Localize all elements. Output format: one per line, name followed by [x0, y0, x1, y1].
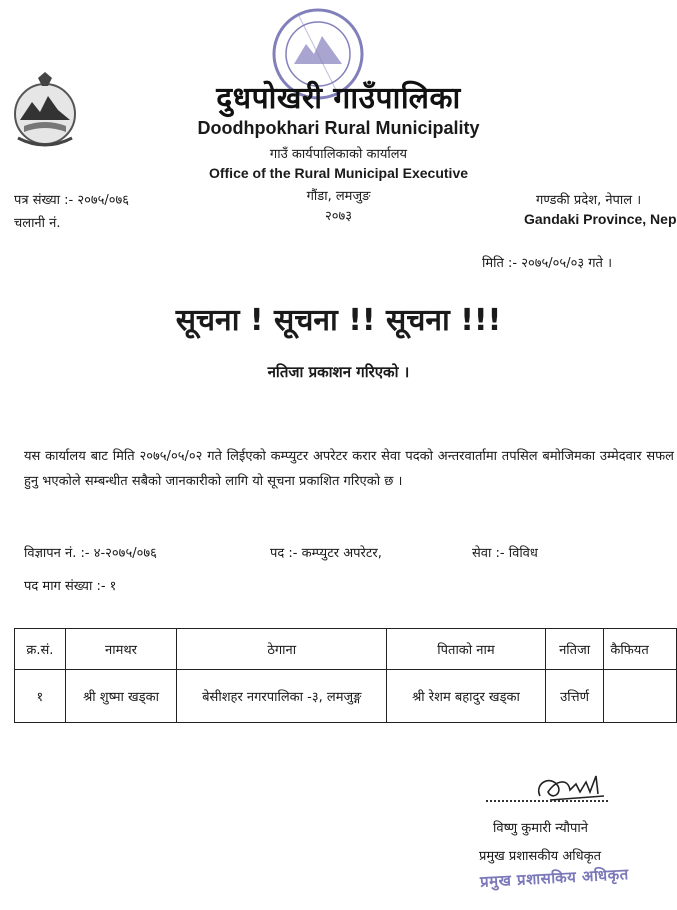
result-table: [14, 628, 677, 723]
municipality-title-en: Doodhpokhari Rural Municipality: [197, 118, 480, 138]
notice-subheading: नतिजा प्रकाशन गरिएको ।: [267, 363, 410, 381]
advertisement-number: विज्ञापन नं. :- ४-२०७५/०७६: [24, 546, 157, 561]
table-header-row: [15, 629, 677, 670]
signatory-name: विष्णु कुमारी न्यौपाने: [493, 821, 588, 836]
cell-father-name: श्री रेशम बहादुर खड्का: [387, 670, 546, 723]
cell-name: श्री शुष्मा खड्का: [65, 670, 177, 723]
cell-serial: १: [15, 670, 66, 723]
dispatch-number: चलानी नं.: [14, 216, 61, 231]
official-stamp: प्रमुख प्रशासकिय अधिकृत: [479, 865, 630, 891]
header-father-name: पिताको नाम: [387, 629, 546, 670]
office-name-en: Office of the Rural Municipal Executive: [208, 165, 469, 181]
office-address: गौंडा, लमजुङ: [306, 189, 371, 204]
post-name: पद :- कम्प्युटर अपरेटर,: [270, 546, 382, 561]
municipality-title-np: दुधपोखरी गाउँपालिका: [216, 81, 461, 116]
letter-number: पत्र संख्या :- २०७५/०७६: [14, 193, 130, 208]
demand-count: पद माग संख्या :- १: [24, 579, 117, 594]
signature-line: [486, 800, 608, 802]
cell-result: उत्तिर्ण: [545, 670, 604, 723]
cell-address: बेसीशहर नगरपालिका -३, लमजुङ्ग: [177, 670, 387, 723]
notice-body: यस कार्यालय बाट मिति २०७५/०५/०२ गते लिईएको कम्प्युटर अपरेटर करार सेवा पदको अन्तरवार्तामा तपसिल बमोजिमका उम्मेदवार सफल हुनु भएकोले सम्बन्धीत सबैको जानकारीको लागि यो सूचना प्रकाशित गरिएको छ ।: [24, 449, 674, 489]
table-row: [15, 670, 677, 723]
province-en: Gandaki Province, Nep: [524, 211, 677, 227]
notice-heading: सूचना ! सूचना !! सूचना !!!: [175, 303, 502, 338]
header-remarks: कैफियत: [604, 629, 677, 670]
letter-date: मिति :- २०७५/०५/०३ गते ।: [482, 256, 613, 271]
office-name-np: गाउँ कार्यपालिकाको कार्यालय: [269, 147, 408, 162]
header-serial: क्र.सं.: [15, 629, 66, 670]
header-result: नतिजा: [545, 629, 604, 670]
signatory-post: प्रमुख प्रशासकीय अधिकृत: [479, 849, 602, 864]
header-address: ठेगाना: [177, 629, 387, 670]
establishment-year: २०७३: [324, 209, 353, 224]
province-np: गण्डकी प्रदेश, नेपाल ।: [536, 193, 642, 208]
service-type: सेवा :- विविध: [472, 546, 538, 561]
cell-remarks: [604, 670, 677, 723]
header-name: नामथर: [65, 629, 177, 670]
